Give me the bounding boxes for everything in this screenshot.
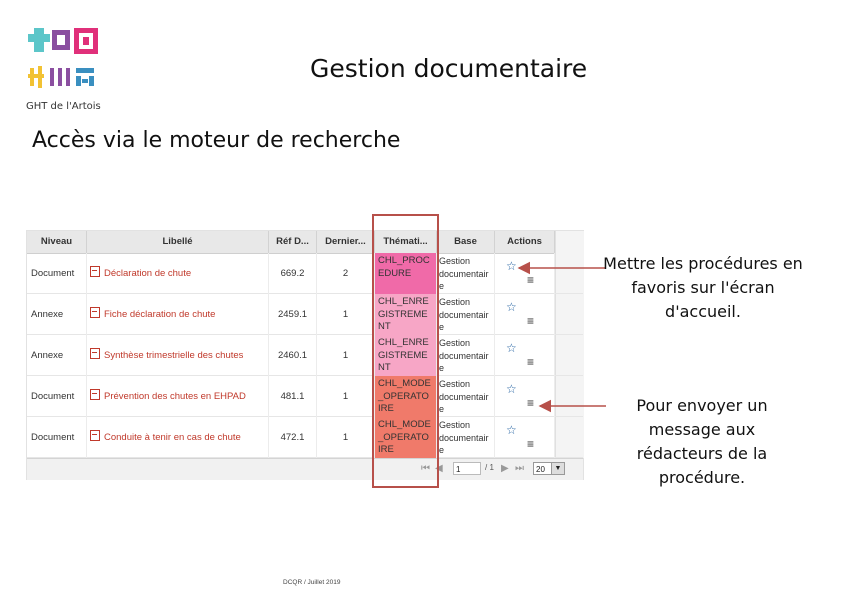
- cell-niveau: Document: [27, 376, 87, 417]
- cell-derniere: 1: [317, 376, 375, 417]
- pdf-file-icon: [90, 307, 100, 318]
- cell-base: Gestion documentair e: [437, 376, 495, 417]
- cell-actions: [495, 417, 555, 458]
- cell-libelle[interactable]: [87, 376, 269, 417]
- table-row[interactable]: [27, 335, 583, 376]
- column-header-actions: Actions: [495, 231, 555, 253]
- cell-derniere: 2: [317, 253, 375, 294]
- annotation-message: Pour envoyer un message aux rédacteurs de la procédure.: [636, 396, 768, 487]
- page-size-value: 20: [536, 465, 545, 474]
- thematique-highlight-box: [372, 214, 439, 488]
- grid-header: [27, 231, 583, 254]
- table-row[interactable]: [27, 417, 583, 458]
- previous-page-icon[interactable]: ◀: [435, 463, 443, 474]
- document-link[interactable]: Déclaration de chute: [104, 268, 192, 279]
- logo-caption: GHT de l'Artois: [26, 101, 101, 112]
- hamburger-menu-icon[interactable]: ≡: [527, 396, 535, 410]
- cell-libelle[interactable]: [87, 335, 269, 376]
- cell-reference: 2460.1: [269, 335, 317, 376]
- column-header-libelle[interactable]: Libellé: [87, 231, 269, 253]
- next-page-icon[interactable]: ▶: [501, 463, 509, 474]
- cell-thematique: CHL_ENRE GISTREME NT: [375, 335, 437, 376]
- hamburger-menu-icon[interactable]: ≡: [527, 273, 535, 287]
- document-link[interactable]: Prévention des chutes en EHPAD: [104, 391, 246, 402]
- table-row[interactable]: [27, 376, 583, 417]
- cell-base: Gestion documentair e: [437, 417, 495, 458]
- star-outline-icon[interactable]: ☆: [506, 259, 517, 273]
- cell-base: Gestion documentair e: [437, 253, 495, 294]
- cell-libelle[interactable]: [87, 294, 269, 335]
- column-header-derniere[interactable]: Dernier...: [317, 231, 375, 253]
- column-header-base[interactable]: Base: [437, 231, 495, 253]
- section-title: Accès via le moteur de recherche: [32, 128, 401, 153]
- star-outline-icon[interactable]: ☆: [506, 341, 517, 355]
- pdf-file-icon: [90, 348, 100, 359]
- cell-reference: 669.2: [269, 253, 317, 294]
- table-row[interactable]: [27, 253, 583, 294]
- document-link[interactable]: Fiche déclaration de chute: [104, 309, 216, 320]
- grid-pager: [27, 458, 583, 480]
- cell-derniere: 1: [317, 335, 375, 376]
- page-number-input[interactable]: 1: [453, 462, 481, 475]
- cell-libelle[interactable]: [87, 253, 269, 294]
- pdf-file-icon: [90, 389, 100, 400]
- chevron-down-icon: ▼: [551, 463, 564, 474]
- document-link[interactable]: Synthèse trimestrielle des chutes: [104, 350, 244, 361]
- cell-thematique: CHL_MODE _OPERATO IRE: [375, 376, 437, 417]
- page-size-select[interactable]: [533, 462, 565, 475]
- search-results-grid: [26, 230, 584, 480]
- page-total: / 1: [485, 463, 494, 472]
- cell-libelle[interactable]: [87, 417, 269, 458]
- cell-base: Gestion documentair e: [437, 294, 495, 335]
- hamburger-menu-icon[interactable]: ≡: [527, 355, 535, 369]
- cell-thematique: CHL_ENRE GISTREME NT: [375, 294, 437, 335]
- star-outline-icon[interactable]: ☆: [506, 423, 517, 437]
- pdf-file-icon: [90, 266, 100, 277]
- column-header-niveau[interactable]: Niveau: [27, 231, 87, 253]
- footer-credit: DCQR / Juillet 2019: [283, 579, 341, 586]
- cell-derniere: 1: [317, 417, 375, 458]
- document-link[interactable]: Conduite à tenir en cas de chute: [104, 432, 241, 443]
- annotation-favoris: Mettre les procédures en favoris sur l'écran d'accueil.: [603, 254, 803, 321]
- cell-actions: [495, 253, 555, 294]
- cell-reference: 472.1: [269, 417, 317, 458]
- cell-reference: 2459.1: [269, 294, 317, 335]
- first-page-icon[interactable]: ⏮: [421, 463, 430, 474]
- cell-thematique: CHL_MODE _OPERATO IRE: [375, 417, 437, 458]
- cell-actions: [495, 335, 555, 376]
- cell-actions: [495, 376, 555, 417]
- pdf-file-icon: [90, 430, 100, 441]
- table-row[interactable]: [27, 294, 583, 335]
- cell-reference: 481.1: [269, 376, 317, 417]
- hamburger-menu-icon[interactable]: ≡: [527, 437, 535, 451]
- cell-niveau: Annexe: [27, 335, 87, 376]
- column-header-reference[interactable]: Réf D...: [269, 231, 317, 253]
- column-header-thematique[interactable]: Thémati...: [375, 231, 437, 253]
- cell-derniere: 1: [317, 294, 375, 335]
- cell-niveau: Document: [27, 253, 87, 294]
- cell-niveau: Annexe: [27, 294, 87, 335]
- star-outline-icon[interactable]: ☆: [506, 382, 517, 396]
- hamburger-menu-icon[interactable]: ≡: [527, 314, 535, 328]
- slide-title: Gestion documentaire: [310, 54, 588, 83]
- cell-actions: [495, 294, 555, 335]
- star-outline-icon[interactable]: ☆: [506, 300, 517, 314]
- cell-thematique: CHL_PROC EDURE: [375, 253, 437, 294]
- cell-base: Gestion documentair e: [437, 335, 495, 376]
- cell-niveau: Document: [27, 417, 87, 458]
- last-page-icon[interactable]: ⏭: [515, 463, 524, 474]
